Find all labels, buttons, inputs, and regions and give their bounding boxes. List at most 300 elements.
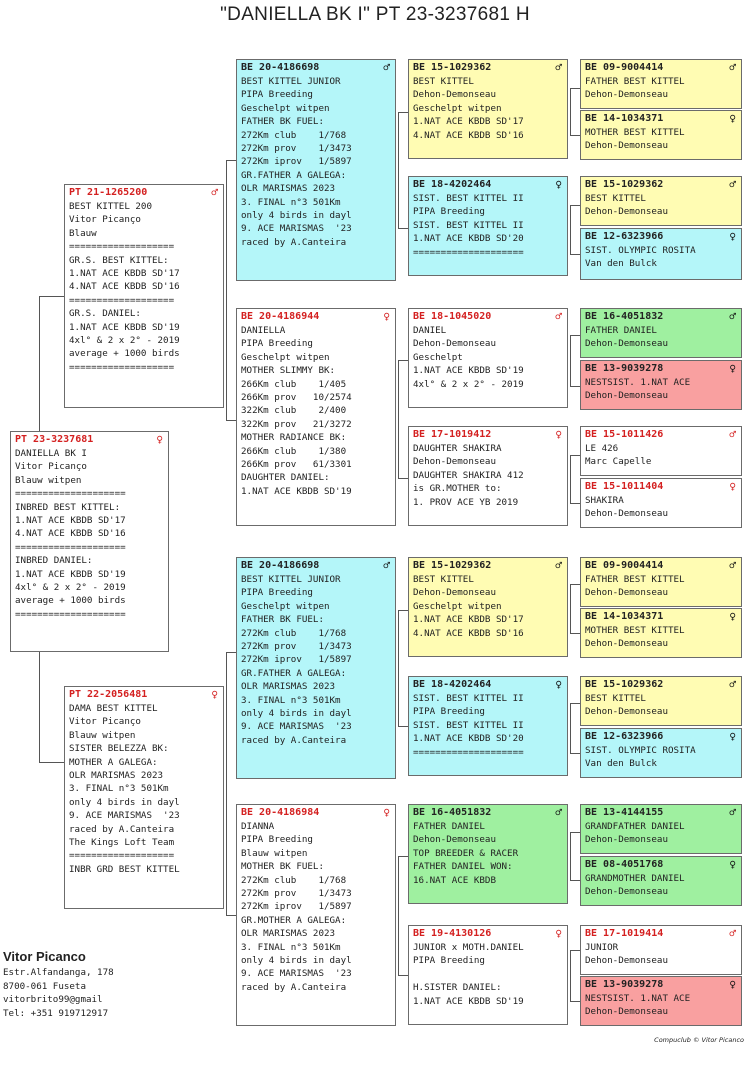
pedigree-card-a5: [580, 308, 742, 358]
card-line: BEST KITTEL: [413, 574, 474, 585]
card-line: GR.FATHER A GALEGA:: [241, 667, 347, 679]
card-line: 4xl° & 2 x 2° - 2019: [413, 378, 524, 390]
pedigree-card-a12: [580, 728, 742, 778]
pedigree-card-mmm: [408, 925, 568, 1025]
male-symbol-icon: ♂: [555, 806, 562, 819]
card-line: 1.NAT ACE KBDB SD'17: [69, 268, 180, 280]
connector-line: [226, 160, 227, 420]
ring-number: [581, 60, 741, 75]
card-line: 272Km club 1/768: [241, 129, 347, 141]
card-line: NESTSIST. 1.NAT ACE: [585, 993, 691, 1004]
pedigree-card-a10: [580, 608, 742, 658]
ring-number: [581, 609, 741, 624]
card-line: SHAKIRA: [585, 495, 624, 506]
card-line: 3. FINAL n°3 501Km: [241, 941, 341, 953]
pedigree-card-a14: [580, 856, 742, 906]
ring-number-text: BE 20-4186698: [241, 62, 320, 73]
sender-postal: 8700-061 Fuseta: [3, 980, 86, 992]
card-line: ====================: [15, 488, 126, 500]
card-line: raced by A.Canteira: [241, 981, 347, 993]
pedigree-card-m: [64, 686, 224, 909]
card-line: MOTHER RADIANCE BK:: [241, 432, 347, 444]
card-line: PIPA Breeding: [241, 587, 313, 599]
male-symbol-icon: ♂: [729, 678, 736, 691]
connector-line: [398, 975, 408, 976]
card-line: SIST. OLYMPIC ROSITA: [585, 245, 696, 256]
connector-line: [226, 915, 236, 916]
card-line: Dehon-Demonseau: [585, 89, 668, 101]
female-symbol-icon: ♀: [729, 480, 736, 493]
connector-line: [39, 652, 40, 762]
card-line: ====================: [15, 541, 126, 553]
male-symbol-icon: ♂: [729, 310, 736, 323]
ring-number: [581, 111, 741, 126]
sender-block: [3, 950, 203, 1020]
pedigree-card-fmm: [408, 426, 568, 526]
sender-email: vitorbrito99@gmail: [3, 994, 103, 1006]
card-line: 1.NAT ACE KBDB SD'19: [15, 568, 126, 580]
pedigree-card-a9: [580, 557, 742, 607]
card-line: 1. PROV ACE YB 2019: [413, 496, 519, 508]
sender-address: Estr.Alfandanga, 178: [3, 967, 114, 979]
card-line: DANIELLA BK I: [15, 448, 87, 459]
card-line: 1.NAT ACE KBDB SD'17: [15, 515, 126, 527]
card-line: raced by A.Canteira: [241, 734, 347, 746]
card-line: Dehon-Demonseau: [585, 587, 668, 599]
card-line: ====================: [413, 746, 524, 758]
card-line: 3. FINAL n°3 501Km: [69, 783, 169, 795]
female-symbol-icon: ♀: [383, 310, 390, 323]
card-line: FATHER BK FUEL:: [241, 116, 324, 128]
connector-line: [398, 478, 408, 479]
card-line: Vitor Picanço: [69, 214, 141, 226]
female-symbol-icon: ♀: [729, 610, 736, 623]
card-line: Dehon-Demonseau: [585, 390, 668, 402]
male-symbol-icon: ♂: [729, 428, 736, 441]
ring-number: [409, 926, 567, 941]
card-line: INBRED BEST KITTEL:: [15, 501, 121, 513]
ring-number: [409, 309, 567, 324]
card-line: OLR MARISMAS 2023: [241, 681, 336, 693]
connector-line: [570, 753, 580, 754]
male-symbol-icon: ♂: [555, 559, 562, 572]
card-line: average + 1000 birds: [69, 348, 180, 360]
card-line: 272Km iprov 1/5897: [241, 654, 352, 666]
pedigree-card-mf: [236, 557, 396, 779]
card-line: 4.NAT ACE KBDB SD'16: [413, 129, 524, 141]
ring-number: [581, 558, 741, 573]
connector-line: [570, 633, 580, 634]
female-symbol-icon: ♀: [156, 433, 163, 446]
card-line: 272Km club 1/768: [241, 627, 347, 639]
card-line: ===================: [69, 361, 175, 373]
ring-number: [581, 177, 741, 192]
connector-line: [570, 254, 580, 255]
card-line: SIST. BEST KITTEL II: [413, 193, 524, 204]
card-line: 4.NAT ACE KBDB SD'16: [69, 281, 180, 293]
card-line: GR.MOTHER A GALEGA:: [241, 914, 347, 926]
connector-line: [398, 360, 399, 478]
card-line: MOTHER SLIMMY BK:: [241, 365, 336, 377]
ring-number-text: BE 15-1029362: [413, 62, 492, 73]
connector-line: [226, 652, 227, 915]
card-line: 272Km iprov 1/5897: [241, 156, 352, 168]
ring-number-text: BE 16-4051832: [585, 311, 664, 322]
ring-number-text: BE 18-1045020: [413, 311, 492, 322]
ring-number: [237, 60, 395, 75]
ring-number-text: BE 09-9004414: [585, 560, 664, 571]
connector-line: [39, 296, 40, 431]
card-line: NESTSIST. 1.NAT ACE: [585, 377, 691, 388]
card-line: GRANDFATHER DANIEL: [585, 821, 685, 832]
card-line: Geschelpt: [413, 351, 463, 363]
card-line: BEST KITTEL: [585, 693, 646, 704]
connector-line: [570, 88, 580, 89]
pedigree-card-a6: [580, 360, 742, 410]
card-line: 266Km prov 10/2574: [241, 392, 352, 404]
card-line: 9. ACE MARISMAS '23: [241, 721, 352, 733]
ring-number: [581, 361, 741, 376]
card-line: GRANDMOTHER DANIEL: [585, 873, 685, 884]
pedigree-card-a7: [580, 426, 742, 476]
ring-number: [409, 60, 567, 75]
card-line: DIANNA: [241, 821, 275, 832]
card-line: Van den Bulck: [585, 258, 657, 270]
card-line: 4.NAT ACE KBDB SD'16: [413, 627, 524, 639]
ring-number-text: BE 12-6323966: [585, 731, 664, 742]
ring-number: [409, 805, 567, 820]
card-line: ===================: [69, 850, 175, 862]
card-line: Geschelpt witpen: [413, 600, 502, 612]
ring-number-text: BE 20-4186984: [241, 807, 320, 818]
ring-number-text: BE 17-1019414: [585, 928, 664, 939]
card-line: BEST KITTEL JUNIOR: [241, 76, 341, 87]
card-line: OLR MARISMAS 2023: [241, 183, 336, 195]
card-line: Dehon-Demonseau: [413, 834, 496, 846]
ring-number-text: BE 14-1034371: [585, 611, 664, 622]
card-line: 4xl° & 2 x 2° - 2019: [69, 335, 180, 347]
connector-line: [570, 205, 580, 206]
connector-line: [398, 112, 408, 113]
card-line: raced by A.Canteira: [241, 236, 347, 248]
pedigree-card-fmf: [408, 308, 568, 408]
connector-line: [398, 726, 408, 727]
pedigree-card-a11: [580, 676, 742, 726]
card-line: GR.S. DANIEL:: [69, 308, 141, 320]
ring-number-text: BE 20-4186698: [241, 560, 320, 571]
ring-number: [11, 432, 168, 447]
card-line: BEST KITTEL: [413, 76, 474, 87]
card-line: OLR MARISMAS 2023: [241, 928, 336, 940]
card-line: Dehon-Demonseau: [413, 456, 496, 468]
card-line: Blauw witpen: [69, 729, 136, 741]
ring-number: [581, 677, 741, 692]
page-title: "DANIELLA BK I" PT 23-3237681 H: [220, 4, 530, 25]
ring-number-text: BE 09-9004414: [585, 62, 664, 73]
female-symbol-icon: ♀: [555, 927, 562, 940]
connector-line: [398, 856, 399, 975]
ring-number-text: PT 21-1265200: [69, 187, 148, 198]
connector-line: [570, 584, 571, 633]
card-line: DANIEL: [413, 325, 447, 336]
ring-number: [409, 558, 567, 573]
connector-line: [570, 135, 580, 136]
ring-number-text: BE 13-4144155: [585, 807, 664, 818]
ring-number: [581, 926, 741, 941]
card-line: PIPA Breeding: [413, 706, 485, 718]
connector-line: [570, 335, 571, 386]
connector-line: [398, 228, 408, 229]
connector-line: [398, 610, 399, 726]
pedigree-card-ff: [236, 59, 396, 281]
card-line: 266Km club 1/380: [241, 445, 347, 457]
card-line: FATHER DANIEL: [585, 325, 657, 336]
female-symbol-icon: ♀: [729, 362, 736, 375]
connector-line: [226, 652, 236, 653]
connector-line: [398, 112, 399, 228]
card-line: MOTHER BEST KITTEL: [585, 127, 685, 138]
ring-number-text: BE 17-1019412: [413, 429, 492, 440]
ring-number: [581, 309, 741, 324]
connector-line: [570, 1001, 580, 1002]
card-line: raced by A.Canteira: [69, 823, 175, 835]
card-line: GR.S. BEST KITTEL:: [69, 254, 169, 266]
card-line: 272Km prov 1/3473: [241, 143, 352, 155]
connector-line: [39, 762, 64, 763]
ring-number: [581, 977, 741, 992]
ring-number-text: BE 08-4051768: [585, 859, 664, 870]
ring-number-text: BE 18-4202464: [413, 179, 492, 190]
card-line: The Kings Loft Team: [69, 837, 175, 849]
ring-number-text: BE 15-1011404: [585, 481, 664, 492]
card-line: Dehon-Demonseau: [585, 706, 668, 718]
card-line: 272Km prov 1/3473: [241, 641, 352, 653]
card-line: average + 1000 birds: [15, 595, 126, 607]
female-symbol-icon: ♀: [211, 688, 218, 701]
card-line: ====================: [15, 608, 126, 620]
card-line: PIPA Breeding: [241, 834, 313, 846]
ring-number: [409, 677, 567, 692]
card-line: 16.NAT ACE KBDB: [413, 874, 496, 886]
card-line: ===================: [69, 241, 175, 253]
male-symbol-icon: ♂: [729, 559, 736, 572]
card-line: 9. ACE MARISMAS '23: [69, 810, 180, 822]
ring-number: [409, 177, 567, 192]
connector-line: [570, 880, 580, 881]
ring-number-text: BE 15-1011426: [585, 429, 664, 440]
ring-number-text: BE 15-1029362: [585, 679, 664, 690]
card-line: Geschelpt witpen: [241, 102, 330, 114]
card-line: only 4 birds in dayl: [241, 708, 352, 720]
card-line: 1.NAT ACE KBDB SD'17: [413, 614, 524, 626]
card-line: Blauw witpen: [15, 474, 82, 486]
pedigree-card-g1: [10, 431, 169, 652]
pedigree-card-ffm: [408, 176, 568, 276]
card-line: DAUGHTER SHAKIRA: [413, 443, 502, 454]
pedigree-card-fm: [236, 308, 396, 526]
connector-line: [398, 610, 408, 611]
card-line: FATHER BEST KITTEL: [585, 574, 685, 585]
card-line: PIPA Breeding: [413, 955, 485, 967]
card-line: PIPA Breeding: [241, 89, 313, 101]
connector-line: [570, 703, 571, 753]
pedigree-card-a8: [580, 478, 742, 528]
ring-number: [237, 805, 395, 820]
card-line: 1.NAT ACE KBDB SD'19: [413, 995, 524, 1007]
ring-number-text: BE 15-1029362: [585, 179, 664, 190]
pedigree-card-a4: [580, 228, 742, 280]
card-line: Dehon-Demonseau: [413, 587, 496, 599]
card-line: Dehon-Demonseau: [585, 638, 668, 650]
card-line: GR.FATHER A GALEGA:: [241, 169, 347, 181]
card-line: Dehon-Demonseau: [585, 834, 668, 846]
connector-line: [570, 950, 580, 951]
connector-line: [398, 360, 408, 361]
female-symbol-icon: ♀: [729, 730, 736, 743]
card-line: 1.NAT ACE KBDB SD'19: [413, 365, 524, 377]
card-line: Dehon-Demonseau: [585, 140, 668, 152]
card-line: ====================: [413, 246, 524, 258]
card-line: DAMA BEST KITTEL: [69, 703, 158, 714]
card-line: Blauw: [69, 227, 97, 239]
card-line: DAUGHTER DANIEL:: [241, 472, 330, 484]
ring-number-text: BE 18-4202464: [413, 679, 492, 690]
ring-number-text: BE 19-4130126: [413, 928, 492, 939]
ring-number: [581, 229, 741, 244]
card-line: Dehon-Demonseau: [413, 89, 496, 101]
pedigree-card-a15: [580, 925, 742, 975]
card-line: SIST. BEST KITTEL II: [413, 219, 524, 231]
ring-number: [581, 729, 741, 744]
ring-number-text: BE 12-6323966: [585, 231, 664, 242]
female-symbol-icon: ♀: [383, 806, 390, 819]
card-line: JUNIOR: [585, 942, 619, 953]
ring-number: [581, 427, 741, 442]
pedigree-card-mm: [236, 804, 396, 1026]
ring-number-text: PT 23-3237681: [15, 434, 94, 445]
card-line: Dehon-Demonseau: [585, 955, 668, 967]
card-line: 266Km club 1/405: [241, 378, 347, 390]
card-line: is GR.MOTHER to:: [413, 483, 502, 495]
card-line: JUNIOR x MOTH.DANIEL: [413, 942, 524, 953]
male-symbol-icon: ♂: [555, 310, 562, 323]
card-line: SIST. BEST KITTEL II: [413, 719, 524, 731]
card-line: FATHER DANIEL WON:: [413, 861, 513, 873]
connector-line: [398, 856, 408, 857]
card-line: PIPA Breeding: [241, 338, 313, 350]
card-line: only 4 birds in dayl: [241, 210, 352, 222]
card-line: 272Km prov 1/3473: [241, 888, 352, 900]
pedigree-card-f: [64, 184, 224, 408]
male-symbol-icon: ♂: [729, 61, 736, 74]
card-line: 322Km club 2/400: [241, 405, 347, 417]
ring-number: [65, 185, 223, 200]
ring-number: [65, 687, 223, 702]
female-symbol-icon: ♀: [729, 112, 736, 125]
ring-number-text: BE 20-4186944: [241, 311, 320, 322]
card-line: FATHER BEST KITTEL: [585, 76, 685, 87]
card-line: 266Km prov 61/3301: [241, 459, 352, 471]
card-line: 3. FINAL n°3 501Km: [241, 196, 341, 208]
card-line: FATHER BK FUEL:: [241, 614, 324, 626]
sender-phone: Tel: +351 919712917: [3, 1007, 109, 1019]
card-line: INBRED DANIEL:: [15, 555, 93, 567]
male-symbol-icon: ♂: [729, 806, 736, 819]
card-line: 9. ACE MARISMAS '23: [241, 968, 352, 980]
pedigree-card-a16: [580, 976, 742, 1026]
connector-line: [570, 455, 571, 503]
connector-line: [570, 832, 580, 833]
female-symbol-icon: ♀: [729, 978, 736, 991]
connector-line: [570, 455, 580, 456]
pedigree-card-fff: [408, 59, 568, 159]
card-line: 322Km prov 21/3272: [241, 418, 352, 430]
card-line: Vitor Picanço: [69, 716, 141, 728]
card-line: MOTHER BK FUEL:: [241, 861, 324, 873]
card-line: H.SISTER DANIEL:: [413, 982, 502, 994]
card-line: FATHER DANIEL: [413, 821, 485, 832]
card-line: INBR GRD BEST KITTEL: [69, 863, 180, 875]
card-line: Van den Bulck: [585, 758, 657, 770]
card-line: SIST. OLYMPIC ROSITA: [585, 745, 696, 756]
card-line: Blauw witpen: [241, 847, 308, 859]
card-line: MOTHER A GALEGA:: [69, 756, 158, 768]
connector-line: [226, 420, 236, 421]
connector-line: [570, 386, 580, 387]
card-line: Geschelpt witpen: [241, 600, 330, 612]
card-line: Geschelpt witpen: [241, 351, 330, 363]
ring-number: [581, 805, 741, 820]
ring-number: [237, 558, 395, 573]
card-line: 1.NAT ACE KBDB SD'19: [241, 485, 352, 497]
card-line: BEST KITTEL: [585, 193, 646, 204]
ring-number-text: BE 15-1029362: [413, 560, 492, 571]
male-symbol-icon: ♂: [729, 927, 736, 940]
card-line: PIPA Breeding: [413, 206, 485, 218]
pedigree-card-mfm: [408, 676, 568, 776]
ring-number: [581, 479, 741, 494]
female-symbol-icon: ♀: [555, 428, 562, 441]
female-symbol-icon: ♀: [555, 178, 562, 191]
card-line: Geschelpt witpen: [413, 102, 502, 114]
ring-number: [409, 427, 567, 442]
connector-line: [570, 503, 580, 504]
card-line: 272Km club 1/768: [241, 874, 347, 886]
card-line: 3. FINAL n°3 501Km: [241, 694, 341, 706]
pedigree-card-a1: [580, 59, 742, 109]
male-symbol-icon: ♂: [729, 178, 736, 191]
pedigree-card-mmf: [408, 804, 568, 904]
card-line: Dehon-Demonseau: [585, 1006, 668, 1018]
card-line: Dehon-Demonseau: [585, 508, 668, 520]
connector-line: [570, 832, 571, 880]
card-line: 4xl° & 2 x 2° - 2019: [15, 582, 126, 594]
pedigree-card-a3: [580, 176, 742, 226]
ring-number-text: BE 13-9039278: [585, 363, 664, 374]
card-line: Vitor Picanço: [15, 461, 87, 473]
card-line: ===================: [69, 294, 175, 306]
card-line: 1.NAT ACE KBDB SD'20: [413, 233, 524, 245]
connector-line: [570, 584, 580, 585]
connector-line: [570, 205, 571, 254]
card-line: [409, 968, 567, 981]
card-line: 1.NAT ACE KBDB SD'19: [69, 321, 180, 333]
card-line: Dehon-Demonseau: [413, 338, 496, 350]
card-line: only 4 birds in dayl: [241, 955, 352, 967]
card-line: 1.NAT ACE KBDB SD'20: [413, 733, 524, 745]
connector-line: [570, 335, 580, 336]
card-line: BEST KITTEL JUNIOR: [241, 574, 341, 585]
